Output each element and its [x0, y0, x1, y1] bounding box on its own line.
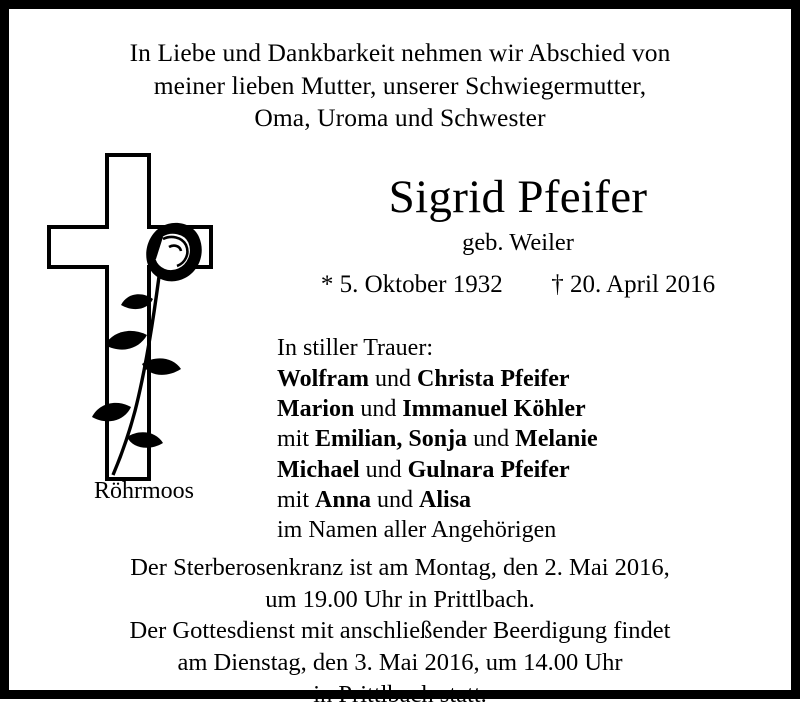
intro-line: Oma, Uroma und Schwester	[254, 103, 546, 133]
mourner-name: Michael	[277, 456, 360, 483]
mourner-name: Anna	[315, 487, 372, 514]
mourner-name: Alisa	[419, 487, 472, 514]
mourner-name: Wolfram	[277, 365, 369, 392]
intro-line: meiner lieben Mutter, unserer Schwiegermutter,	[153, 70, 647, 100]
mourner-text: im Namen aller Angehörigen	[277, 517, 557, 544]
service-line: am Dienstag, den 3. Mai 2016, um 14.00 Uhr	[177, 649, 623, 677]
mourner-text: und	[354, 395, 403, 422]
mourner-name: Marion	[277, 395, 355, 422]
born-name: geb. Weiler	[462, 229, 574, 257]
mourner-row	[277, 485, 769, 515]
mourner-row	[277, 455, 769, 485]
mourners-list	[267, 333, 769, 546]
mourner-name: Emilian, Sonja	[315, 426, 468, 453]
place-label: Röhrmoos	[93, 477, 194, 504]
intro-line: In Liebe und Dankbarkeit nehmen wir Abschied von	[129, 38, 671, 67]
mourner-row	[277, 364, 769, 394]
death-date: † 20. April 2016	[551, 271, 716, 299]
service-line: um 19.00 Uhr in Prittlbach.	[265, 585, 535, 613]
emblem-area	[31, 149, 267, 509]
mourner-text: und	[368, 365, 417, 392]
name-and-mourners	[267, 149, 769, 546]
mourner-text: und	[467, 426, 516, 453]
cross-with-rose-icon	[43, 149, 258, 489]
middle-block	[31, 149, 769, 546]
mourner-name: Christa Pfeifer	[416, 365, 570, 392]
mourner-name: Immanuel Köhler	[402, 395, 586, 422]
birth-date: * 5. Oktober 1932	[320, 271, 503, 299]
deceased-name: Sigrid Pfeifer	[388, 170, 648, 223]
service-line: in Prittlbach statt.	[313, 681, 487, 709]
service-details	[31, 552, 769, 711]
mourner-text: und	[371, 487, 420, 514]
mourning-heading: In stiller Trauer:	[277, 335, 433, 362]
mourner-text: mit	[277, 487, 316, 514]
intro-text	[31, 37, 769, 135]
service-line: Der Sterberosenkranz ist am Montag, den 2. Mai 2016,	[130, 553, 670, 581]
mourner-text: mit	[277, 426, 316, 453]
mourner-row	[277, 515, 769, 545]
mourner-name: Melanie	[515, 426, 598, 453]
mourner-row	[277, 424, 769, 454]
service-line: Der Gottesdienst mit anschließender Beerdigung findet	[129, 617, 671, 645]
mourner-name: Gulnara Pfeifer	[407, 456, 570, 483]
mourner-row	[277, 394, 769, 424]
life-dates	[267, 271, 769, 299]
mourner-text: und	[359, 456, 408, 483]
